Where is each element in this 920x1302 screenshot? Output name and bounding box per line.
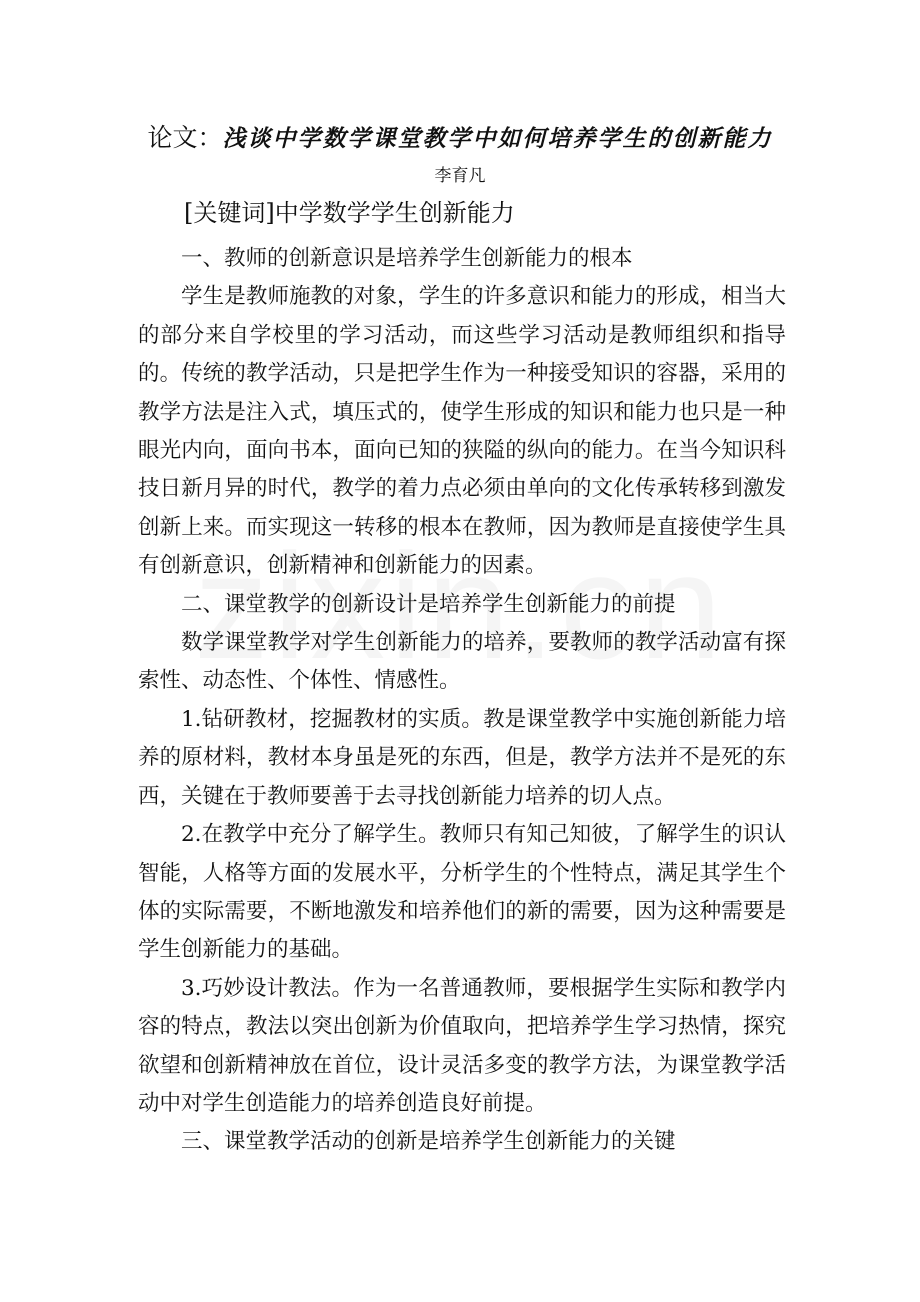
paragraph: 3.巧妙设计教法。作为一名普通教师，要根据学生实际和教学内容的特点，教法以突出创新为价值取向，把培养学生学习热情，探究欲望和创新精神放在首位，设计灵活多变的教学方法，为课堂教学活动中对学生创造能力的培养创造良好前提。 [138,975,786,1116]
section-heading-2: 二、课堂教学的创新设计是培养学生创新能力的前提 [181,591,676,617]
title-prefix: 论文： [147,123,223,152]
paragraph: 1.钻研教材，挖掘教材的实质。教是课堂教学中实施创新能力培养的原材料，教材本身虽是死的东西，但是，教学方法并不是死的东西，关键在于教师要善于去寻找创新能力培养的切人点。 [138,706,786,809]
document-body [138,240,786,1162]
document-title [0,118,920,154]
keywords-line: [关键词]中学数学学生创新能力 [184,199,515,227]
paragraph: 数学课堂教学对学生创新能力的培养，要教师的教学活动富有探索性、动态性、个体性、情感性。 [138,630,786,694]
section-heading-3: 三、课堂教学活动的创新是培养学生创新能力的关键 [181,1129,676,1155]
section-heading-1: 一、教师的创新意识是培养学生创新能力的根本 [181,246,633,271]
author-name: 李育凡 [434,166,486,186]
title-main: 浅谈中学数学课堂教学中如何培养学生的创新能力 [222,125,773,152]
paragraph: 2.在教学中充分了解学生。教师只有知己知彼，了解学生的识认智能，人格等方面的发展水平，分析学生的个性特点，满足其学生个体的实际需要，不断地激发和培养他们的新的需要，因为这种需要是学生创新能力的基础。 [138,822,786,963]
paragraph: 学生是教师施教的对象，学生的许多意识和能力的形成，相当大的部分来自学校里的学习活动，而这些学习活动是教师组织和指导的。传统的教学活动，只是把学生作为一种接受知识的容器，采用的教学方法是注入式，填压式的，使学生形成的知识和能力也只是一种眼光内向，面向书本，面向已知的狭隘的纵向的能力。在当今知识科技日新月异的时代，教学的着力点必须由单向的文化传承转移到激发创新上来。而实现这一转移的根本在教师，因为教师是直接使学生具有创新意识，创新精神和创新能力的因素。 [138,284,786,579]
